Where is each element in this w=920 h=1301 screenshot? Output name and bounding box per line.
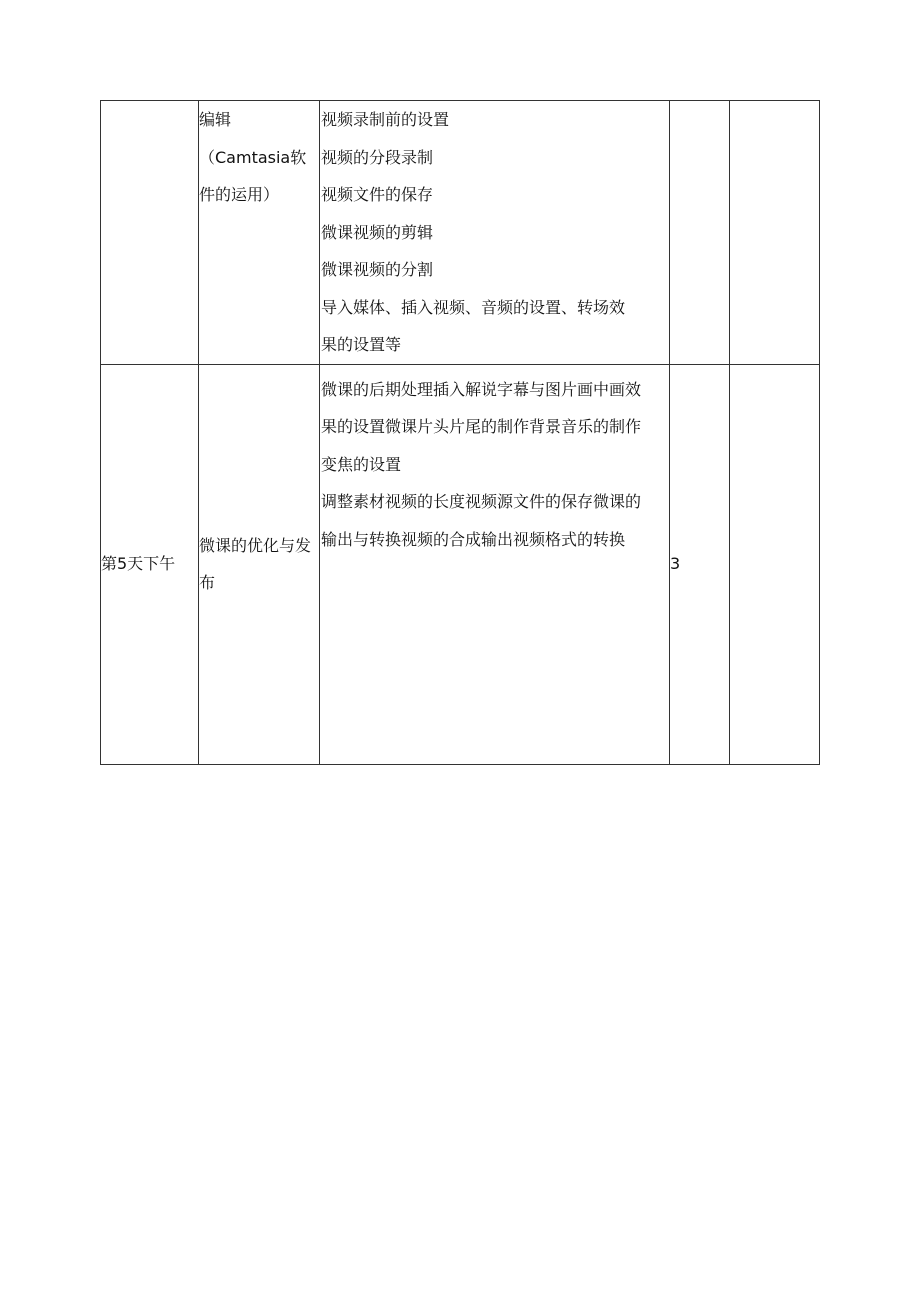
note-cell xyxy=(730,101,820,365)
content-line: 导入媒体、插入视频、音频的设置、转场效 xyxy=(321,297,626,317)
day-cell: 第5天下午 xyxy=(101,364,199,764)
content-line: 变焦的设置 xyxy=(321,454,402,474)
content-line: 调整素材视频的长度视频源文件的保存微课的 xyxy=(321,492,642,511)
content-line: 视频文件的保存 xyxy=(321,185,434,204)
note-cell xyxy=(730,364,820,764)
content-line: 微课的后期处理插入解说字幕与图片画中画效 xyxy=(321,379,642,399)
topic-cell xyxy=(199,101,320,365)
topic-line: 件的运用） xyxy=(199,185,280,204)
day-cell xyxy=(101,101,199,365)
content-line: 视频的分段录制 xyxy=(321,147,434,167)
content-cell xyxy=(320,101,670,365)
content-line: 微课视频的分割 xyxy=(321,260,434,279)
content-line: 果的设置微课片头片尾的制作背景音乐的制作 xyxy=(321,417,642,436)
content-line: 微课视频的剪辑 xyxy=(321,222,434,242)
content-line: 输出与转换视频的合成输出视频格式的转换 xyxy=(321,529,626,549)
content-line: 视频录制前的设置 xyxy=(321,110,450,129)
topic-cell: 微课的优化与发布 xyxy=(199,364,320,764)
topic-line: 编辑 xyxy=(199,110,232,129)
hours-cell: 3 xyxy=(670,364,730,764)
content-cell xyxy=(320,364,670,764)
table-row xyxy=(101,101,820,365)
schedule-table xyxy=(100,100,820,765)
topic-line: （Camtasia软 xyxy=(199,147,307,167)
hours-cell xyxy=(670,101,730,365)
content-line: 果的设置等 xyxy=(321,335,402,354)
table-row xyxy=(101,364,820,764)
